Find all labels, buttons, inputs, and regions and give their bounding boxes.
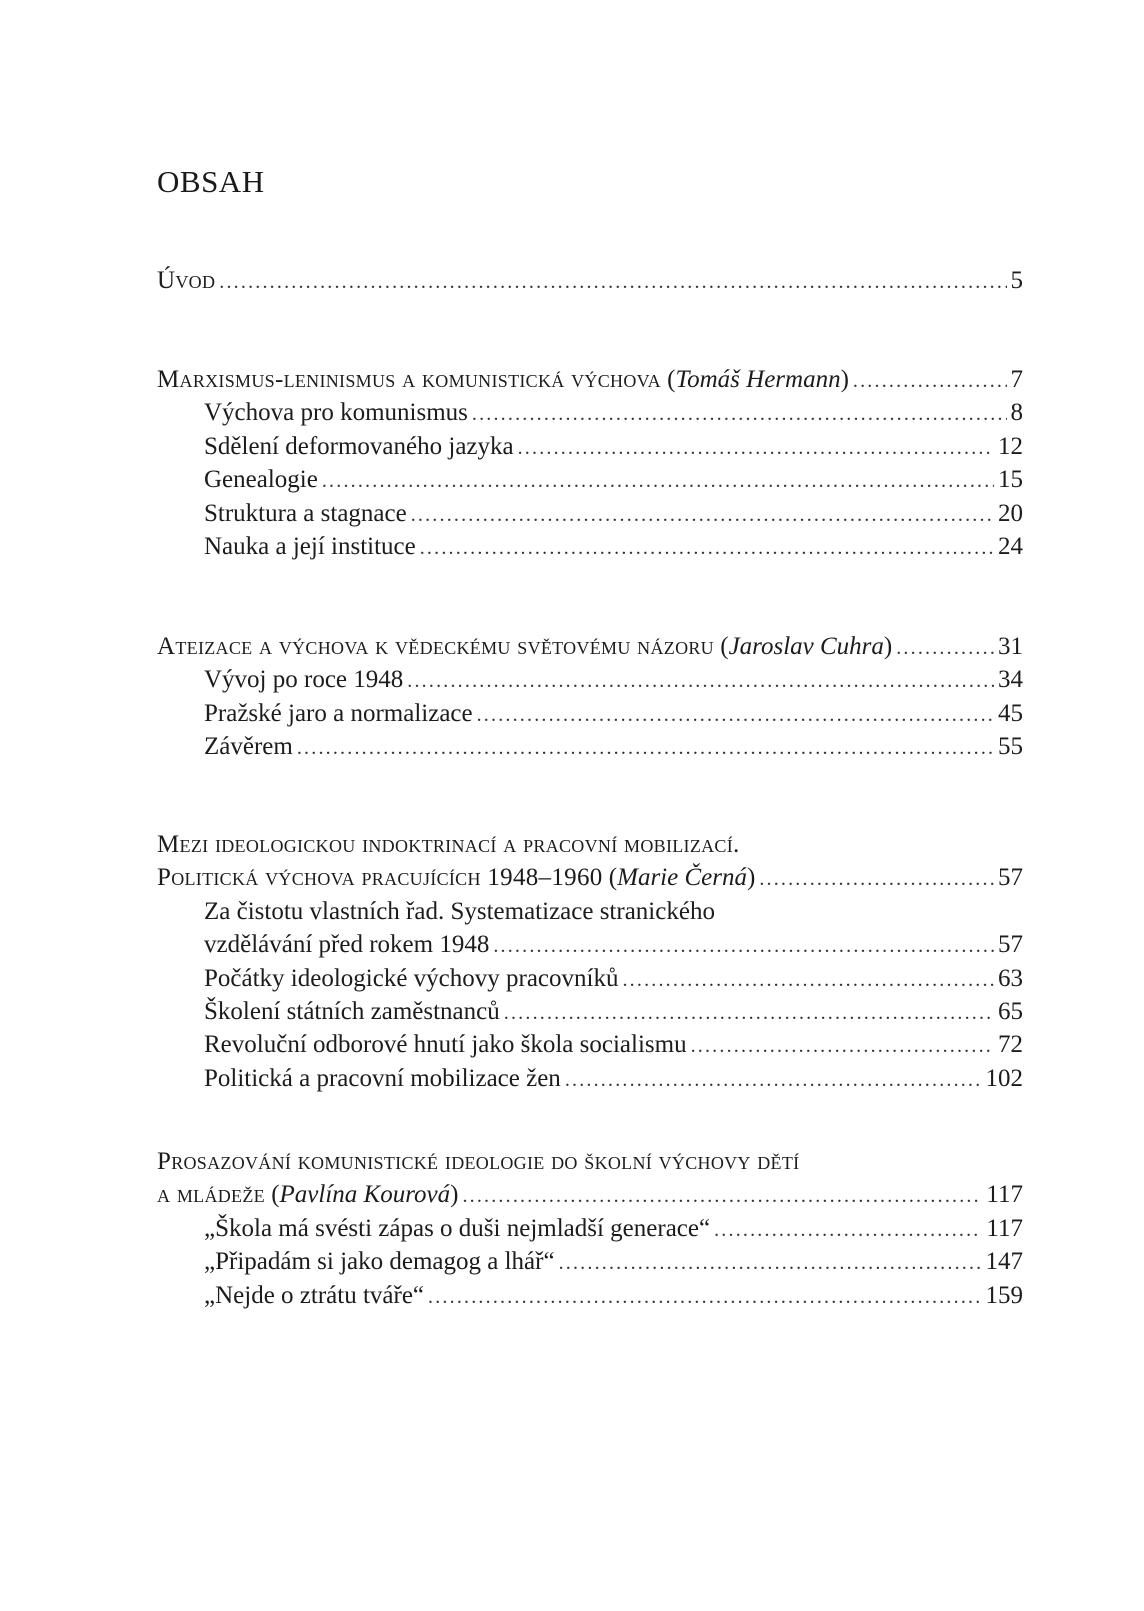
toc-chapter[interactable]: Ateizace a výchova k vědeckému světovému názoru (Jaroslav Cuhra) ..... 31 bbox=[157, 630, 1023, 663]
toc-page-number: 12 bbox=[998, 432, 1023, 460]
subentry-title: „Připadám si jako demagog a lhář“ bbox=[204, 1248, 555, 1276]
subentry-title: Školení státních zaměstnanců bbox=[204, 997, 500, 1025]
toc-page-number: 5 bbox=[1010, 267, 1023, 294]
toc-chapter-line1[interactable] bbox=[157, 828, 1023, 861]
toc-page-number: 20 bbox=[998, 499, 1023, 527]
subentry-title: Struktura a stagnace bbox=[204, 499, 407, 527]
leader-dots bbox=[896, 632, 994, 665]
toc-subentry[interactable] bbox=[157, 1279, 1023, 1312]
leader-dots bbox=[411, 499, 994, 532]
chapter-author: Marie Černá bbox=[617, 864, 747, 892]
leader-dots bbox=[518, 432, 994, 465]
toc-page-number: 63 bbox=[998, 964, 1023, 992]
toc-page-number: 8 bbox=[1010, 399, 1023, 427]
leader-dots bbox=[493, 930, 994, 963]
subentry-title: Nauka a její instituce bbox=[204, 532, 416, 560]
subentry-title: Vývoj po roce 1948 bbox=[204, 666, 404, 694]
chapter-author: Tomáš Hermann bbox=[675, 366, 841, 393]
leader-dots bbox=[714, 1214, 982, 1247]
leader-dots bbox=[691, 1030, 994, 1063]
subentry-title: „Škola má svésti zápas o duši nejmladší generace“ bbox=[204, 1214, 711, 1242]
toc-subentry[interactable] bbox=[157, 663, 1023, 696]
subentry-title: „Nejde o ztrátu tváře“ bbox=[204, 1281, 425, 1309]
chapter-title: Marxismus-leninismus a komunistická výchova bbox=[157, 366, 661, 393]
toc-section-2 bbox=[157, 630, 1023, 764]
toc-subentry[interactable] bbox=[157, 1062, 1023, 1095]
subentry-title-cont: vzdělávání před rokem 1948 bbox=[204, 931, 490, 959]
subentry-title: Politická a pracovní mobilizace žen bbox=[204, 1064, 561, 1092]
toc-page-number: 57 bbox=[998, 864, 1023, 892]
subentry-title: Pražské jaro a normalizace bbox=[204, 699, 473, 727]
toc-subentry[interactable] bbox=[157, 1028, 1023, 1061]
leader-dots bbox=[477, 699, 994, 732]
leader-dots bbox=[559, 1247, 982, 1280]
leader-dots bbox=[853, 365, 1007, 398]
toc-entry[interactable] bbox=[157, 264, 1023, 297]
toc-page-number: 57 bbox=[998, 931, 1023, 959]
leader-dots bbox=[622, 964, 994, 997]
toc-subentry[interactable] bbox=[157, 962, 1023, 995]
toc-page-number: 34 bbox=[998, 666, 1023, 694]
toc-page-number: 72 bbox=[998, 1031, 1023, 1059]
toc-page-number: 55 bbox=[998, 733, 1023, 761]
subentry-title: Za čistotu vlastních řad. Systematizace stranického bbox=[204, 897, 715, 925]
leader-dots bbox=[420, 532, 994, 565]
toc-subentry[interactable] bbox=[157, 730, 1023, 763]
chapter-author: Pavlína Kourová bbox=[279, 1181, 451, 1209]
page-title: OBSAH bbox=[157, 164, 265, 199]
chapter-title-cont: a mládeže bbox=[157, 1181, 265, 1209]
subentry-title: Revoluční odborové hnutí jako škola socialismu bbox=[204, 1031, 687, 1059]
toc-page-number: 31 bbox=[998, 633, 1023, 660]
toc-page-number: 15 bbox=[998, 466, 1023, 494]
leader-dots bbox=[504, 997, 994, 1030]
toc-subentry[interactable] bbox=[157, 530, 1023, 563]
toc-chapter[interactable]: Marxismus-leninismus a komunistická výchova (Tomáš Hermann) ..... 7 bbox=[157, 363, 1023, 396]
subentry-title: Sdělení deformovaného jazyka bbox=[204, 432, 514, 460]
leader-dots bbox=[565, 1064, 982, 1097]
toc-chapter-line2[interactable]: a mládeže (Pavlína Kourová) ..... 117 bbox=[157, 1178, 1023, 1211]
toc-entry-title: Úvod bbox=[157, 267, 216, 294]
toc-subentry[interactable] bbox=[157, 463, 1023, 496]
leader-dots bbox=[759, 863, 994, 896]
subentry-title: Genealogie bbox=[204, 466, 318, 494]
toc-section-1 bbox=[157, 363, 1023, 563]
leader-dots bbox=[407, 665, 994, 698]
toc-page-number: 102 bbox=[985, 1064, 1023, 1092]
toc-subentry[interactable] bbox=[157, 697, 1023, 730]
toc-section-intro bbox=[157, 264, 1023, 297]
toc-page-number: 147 bbox=[985, 1248, 1023, 1276]
chapter-title: Prosazování komunistické ideologie do školní výchovy dětí bbox=[157, 1148, 800, 1175]
toc-subentry[interactable] bbox=[157, 430, 1023, 463]
toc-page-number: 159 bbox=[985, 1281, 1023, 1309]
leader-dots bbox=[322, 465, 994, 498]
toc-subentry-line2[interactable] bbox=[157, 928, 1023, 961]
toc-subentry[interactable] bbox=[157, 1212, 1023, 1245]
chapter-title-cont: Politická výchova pracujících 1948–1960 bbox=[157, 864, 603, 892]
toc-page-number: 24 bbox=[998, 532, 1023, 560]
toc-subentry-line1[interactable] bbox=[157, 895, 1023, 928]
leader-dots bbox=[297, 732, 994, 765]
toc-page-number: 117 bbox=[986, 1181, 1023, 1209]
chapter-author: Jaroslav Cuhra bbox=[728, 633, 884, 660]
chapter-title: Ateizace a výchova k vědeckému světovému názoru bbox=[157, 633, 714, 660]
subentry-title: Závěrem bbox=[204, 733, 293, 761]
toc-page-number: 65 bbox=[998, 997, 1023, 1025]
subentry-title: Počátky ideologické výchovy pracovníků bbox=[204, 964, 619, 992]
subentry-title: Výchova pro komunismus bbox=[204, 399, 468, 427]
leader-dots bbox=[428, 1281, 981, 1314]
leader-dots bbox=[462, 1180, 982, 1213]
toc-subentry[interactable] bbox=[157, 995, 1023, 1028]
leader-dots bbox=[219, 266, 1006, 299]
toc-section-3 bbox=[157, 828, 1023, 1095]
leader-dots bbox=[472, 398, 1007, 431]
toc-page-number: 117 bbox=[986, 1214, 1023, 1242]
toc-chapter-line1[interactable] bbox=[157, 1145, 1023, 1178]
toc-page-number: 45 bbox=[998, 699, 1023, 727]
chapter-title: Mezi ideologickou indoktrinací a pracovní mobilizací. bbox=[157, 831, 740, 858]
toc-chapter-line2[interactable]: Politická výchova pracujících 1948–1960 (Marie Černá) ..... 57 bbox=[157, 861, 1023, 894]
toc-section-4 bbox=[157, 1145, 1023, 1312]
toc-page-number: 7 bbox=[1010, 366, 1023, 393]
toc-subentry[interactable] bbox=[157, 396, 1023, 429]
toc-subentry[interactable] bbox=[157, 1245, 1023, 1278]
toc-subentry[interactable] bbox=[157, 497, 1023, 530]
